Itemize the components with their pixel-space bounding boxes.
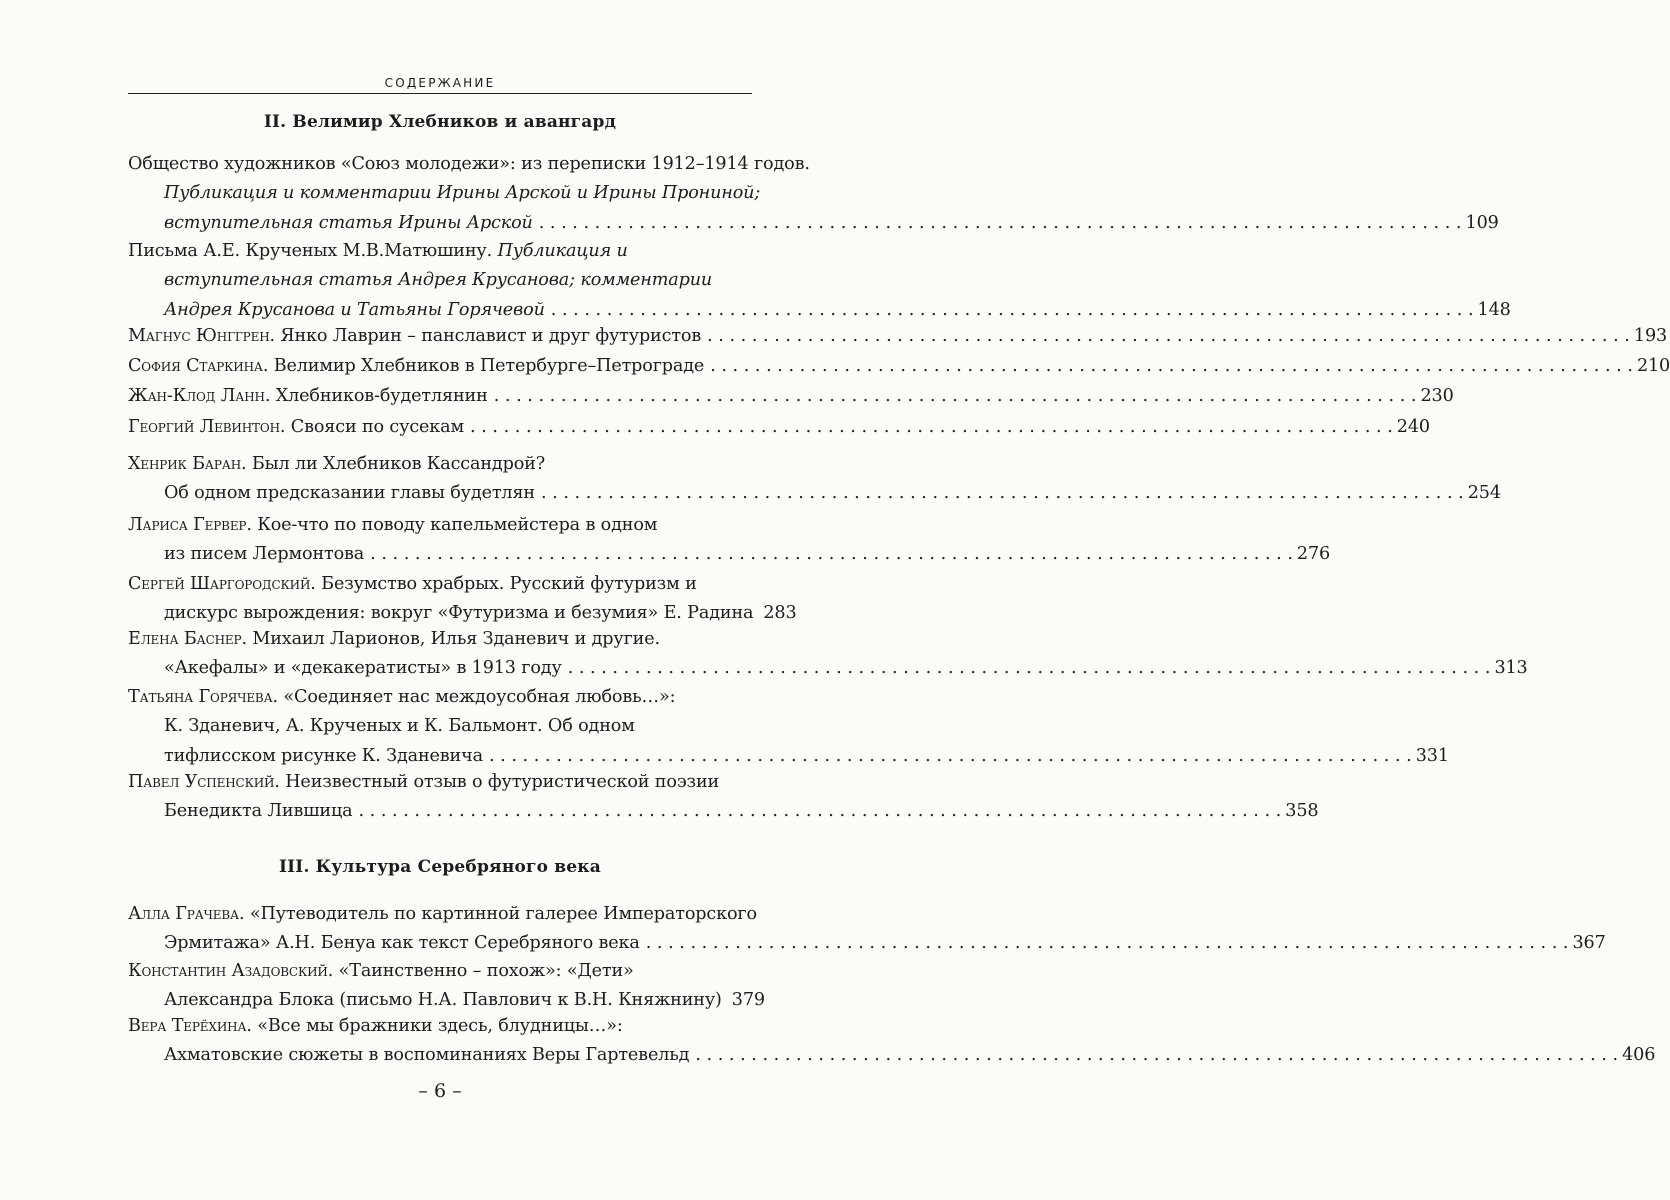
entry-title: . «Таинственно – похож»: «Дети» [327, 961, 634, 981]
dot-leader [646, 929, 1569, 958]
entry-title: Общество художников «Союз молодежи»: из переписки 1912–1914 годов. [128, 154, 810, 174]
toc-entry-line [128, 957, 752, 986]
entry-title: тифлисском рисунке К. Зданевича [164, 745, 483, 766]
entry-title: дискурс вырождения: вокруг «Футуризма и безумия» Е. Радина [164, 603, 754, 624]
entry-title: . «Все мы бражники здесь, блудницы…»: [246, 1016, 623, 1036]
running-header: СОДЕРЖАНИЕ [128, 76, 752, 94]
entry-page-number: 240 [1396, 417, 1430, 437]
dot-leader [489, 742, 1412, 771]
entry-credit: вступительная статья Андрея Крусанова; комментарии [164, 270, 713, 291]
toc-entry [128, 683, 1449, 771]
entry-credit: Публикация и [497, 241, 628, 261]
toc-entry-line [128, 929, 1606, 958]
entry-author: Татьяна Горячева [128, 687, 273, 707]
entry-page-number: 331 [1415, 745, 1449, 766]
entry-author: Лариса Гервер [128, 515, 247, 535]
entry-author: Георгий Левинтон [128, 417, 280, 437]
entry-credit: Публикация и комментарии Ирины Арской и Ирины Прониной; [164, 183, 761, 204]
entry-page-number: 210 [1636, 356, 1670, 376]
entry-title: «Акефалы» и «декакератисты» в 1913 году [164, 658, 562, 679]
toc-entry [128, 237, 1511, 325]
dot-leader [470, 413, 1393, 442]
entry-title: из писем Лермонтова [164, 544, 365, 565]
toc-entry-line [128, 1012, 752, 1041]
entry-page-number: 358 [1285, 801, 1319, 822]
toc-entry-line [128, 900, 757, 929]
entry-title: Ахматовские сюжеты в воспоминаниях Веры Гартевельд [164, 1045, 690, 1066]
toc-entry [128, 511, 1331, 570]
entry-page-number: 148 [1477, 299, 1511, 320]
toc-entry [128, 322, 1668, 351]
entry-author: София Старкина [128, 356, 263, 376]
toc-entry-line [128, 322, 1668, 351]
section-title: III. Культура Серебряного века [278, 857, 601, 877]
entry-title: . Велимир Хлебников в Петербурге–Петрограде [262, 356, 705, 376]
entry-title: . «Соединяет нас междоусобная любовь…»: [272, 687, 676, 707]
entry-title: . «Путеводитель по картинной галерее Императорского [239, 904, 757, 924]
entry-page-number: 109 [1465, 212, 1499, 233]
toc-entry [128, 625, 1528, 684]
entry-author: Алла Грачева [128, 904, 239, 924]
entry-author: Хенрик Баран [128, 454, 242, 474]
entry-author: Вера Терёхина [128, 1016, 247, 1036]
toc-entry [128, 1012, 1656, 1071]
entry-title: Эрмитажа» А.Н. Бенуа как текст Серебряного века [164, 933, 640, 954]
entry-credit: Андрея Крусанова и Татьяны Горячевой [164, 299, 545, 320]
entry-author: Сергей Шаргородский [128, 574, 311, 594]
toc-entry-line [128, 179, 761, 208]
entry-page-number: 254 [1467, 483, 1501, 504]
toc-entry-line [128, 742, 1449, 771]
toc-entry [128, 570, 797, 629]
toc-entry-line [128, 150, 810, 179]
toc-entry [128, 150, 1499, 238]
entry-author: Жан-Клод Ланн [128, 386, 265, 406]
dot-leader [707, 322, 1630, 351]
entry-page-number: 406 [1622, 1045, 1656, 1066]
dot-leader [551, 296, 1474, 325]
entry-page-number: 379 [731, 990, 765, 1011]
entry-title: Письма А.Е. Крученых М.В.Матюшину. [128, 241, 498, 261]
toc-entry-line [128, 413, 1430, 442]
dot-leader [370, 540, 1293, 569]
section-title: II. Велимир Хлебников и авангард [263, 112, 617, 132]
entry-title: Об одном предсказании главы будетлян [164, 483, 535, 504]
toc-entry [128, 382, 1454, 411]
entry-page-number: 367 [1572, 933, 1606, 954]
toc-entry-line [128, 570, 752, 599]
entry-author: Магнус Юнггрен [128, 326, 270, 346]
entry-page-number: 313 [1494, 658, 1528, 679]
entry-page-number: 283 [763, 603, 797, 624]
toc-entry-line [128, 209, 1499, 238]
page-number: – 6 – [418, 1080, 462, 1102]
toc-entry [128, 352, 1670, 381]
toc-entry-line [128, 797, 1319, 826]
dot-leader [710, 352, 1633, 381]
entry-author: Елена Баснер [128, 629, 242, 649]
toc-entry-line [128, 625, 752, 654]
toc-entry [128, 957, 765, 1016]
entry-title: . Был ли Хлебников Кассандрой? [241, 454, 546, 474]
dot-leader [541, 479, 1464, 508]
toc-entry-line [128, 712, 752, 741]
dot-leader [568, 654, 1491, 683]
toc-entry-line [128, 450, 752, 479]
entry-author: Константин Азадовский [128, 961, 328, 981]
entry-page-number: 193 [1633, 326, 1668, 346]
entry-title: . Кое-что по поводу капельмейстера в одном [246, 515, 658, 535]
toc-entry-line [128, 479, 1501, 508]
toc-entry-line [128, 768, 752, 797]
entry-title: . Свояси по сусекам [279, 417, 465, 437]
toc-entry [128, 768, 1319, 827]
dot-leader [695, 1041, 1618, 1070]
toc-entry-line [128, 1041, 1656, 1070]
toc-entry-line [128, 296, 1511, 325]
entry-author: Павел Успенский [128, 772, 275, 792]
entry-title: Бенедикта Лившица [164, 801, 353, 822]
entry-page-number: 230 [1420, 386, 1454, 406]
toc-entry-line [128, 654, 1528, 683]
entry-title: . Хлебников-будетлянин [264, 386, 488, 406]
toc-entry [128, 413, 1430, 442]
dot-leader [359, 797, 1282, 826]
toc-entry-line [128, 382, 1454, 411]
entry-title: К. Зданевич, А. Крученых и К. Бальмонт. Об одном [164, 716, 635, 737]
toc-entry-line [128, 352, 1670, 381]
entry-title: . Неизвестный отзыв о футуристической поэзии [274, 772, 720, 792]
entry-credit: вступительная статья Ирины Арской [164, 212, 533, 233]
entry-title: . Безумство храбрых. Русский футуризм и [310, 574, 697, 594]
entry-title: Александра Блока (письмо Н.А. Павлович к В.Н. Княжнину) [164, 990, 722, 1011]
toc-entry-line [128, 511, 752, 540]
dot-leader [539, 209, 1462, 238]
toc-entry [128, 450, 1501, 509]
toc-entry-line [128, 540, 1331, 569]
entry-page-number: 276 [1296, 544, 1331, 565]
entry-title: . Михаил Ларионов, Илья Зданевич и другие. [241, 629, 660, 649]
entry-title: . Янко Лаврин – панславист и друг футуристов [269, 326, 702, 346]
toc-entry-line [128, 237, 752, 266]
toc-entry [128, 900, 1606, 959]
toc-entry-line [128, 266, 752, 295]
dot-leader [494, 382, 1417, 411]
toc-entry-line [128, 683, 752, 712]
